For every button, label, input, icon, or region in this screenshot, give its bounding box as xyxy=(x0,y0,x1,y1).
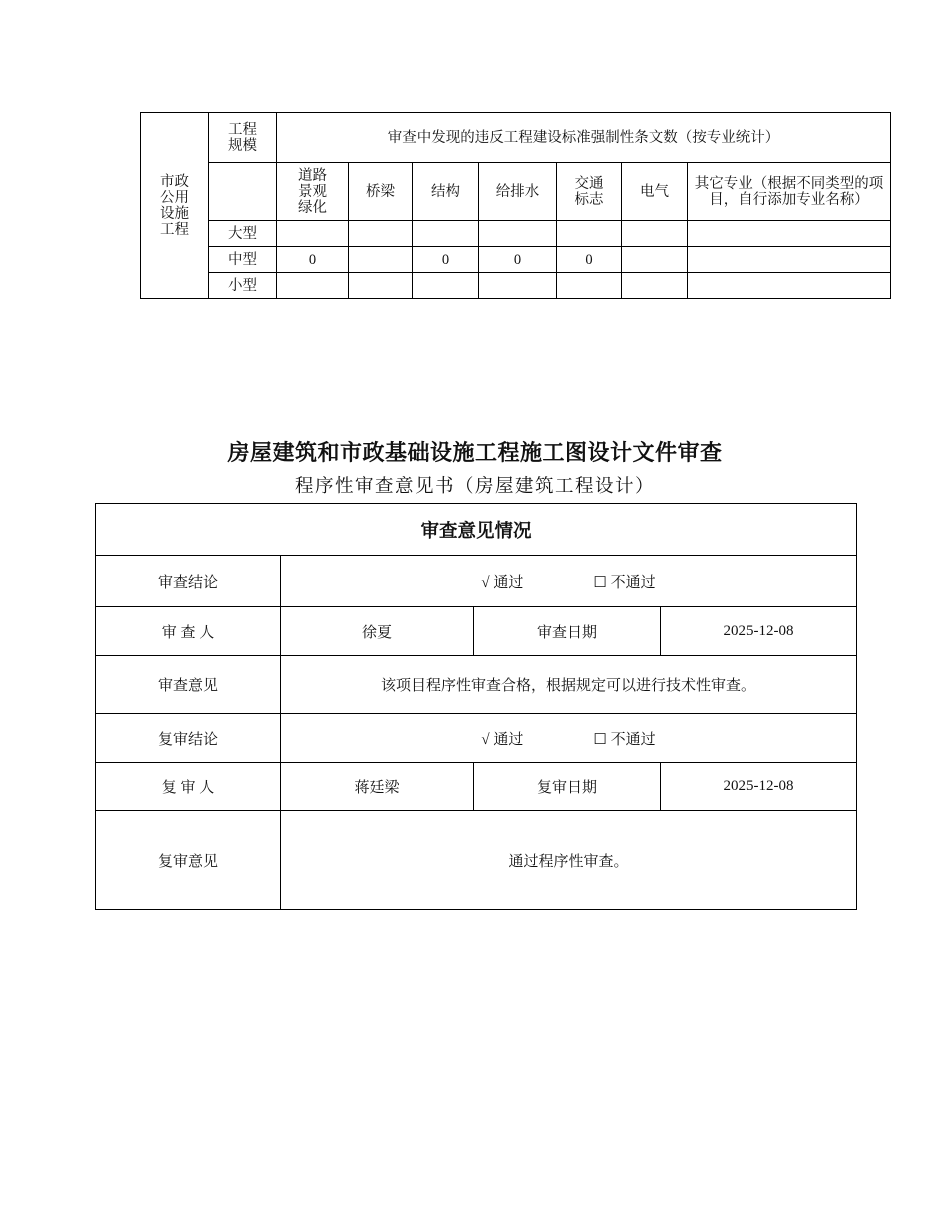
table-row xyxy=(141,221,891,247)
discipline-other: 其它专业（根据不同类型的项目，自行添加专业名称） xyxy=(688,163,891,221)
discipline-water: 给排水 xyxy=(479,163,557,221)
category-cell: 市政 公用 设施 工程 xyxy=(141,113,209,299)
recheck-conclusion-value xyxy=(281,714,857,763)
recheck-fail-option: ☐ 不通过 xyxy=(593,731,656,748)
table-cell xyxy=(688,273,891,299)
recheck-conclusion-label: 复审结论 xyxy=(96,714,281,763)
review-opinion-table xyxy=(95,503,857,910)
review-date-label: 审查日期 xyxy=(474,607,661,656)
table-cell xyxy=(557,273,622,299)
empty-cell xyxy=(209,163,277,221)
review-opinion-text: 该项目程序性审查合格，根据规定可以进行技术性审查。 xyxy=(281,656,857,714)
main-header: 审查中发现的违反工程建设标准强制性条文数（按专业统计） xyxy=(277,113,891,163)
discipline-road: 道路 景观 绿化 xyxy=(277,163,349,221)
recheck-pass-option: √ 通过 xyxy=(481,731,524,748)
reviewer-label: 审 查 人 xyxy=(96,607,281,656)
discipline-bridge: 桥梁 xyxy=(349,163,413,221)
table-cell xyxy=(557,221,622,247)
scale-header: 工程 规模 xyxy=(209,113,277,163)
review-table-header: 审查意见情况 xyxy=(96,504,857,556)
table-cell xyxy=(688,247,891,273)
review-conclusion-label: 审查结论 xyxy=(96,556,281,607)
discipline-structure: 结构 xyxy=(413,163,479,221)
table-cell: 0 xyxy=(277,247,349,273)
table-cell xyxy=(622,247,688,273)
scale-large: 大型 xyxy=(209,221,277,247)
recheck-date: 2025-12-08 xyxy=(661,763,857,811)
table-cell xyxy=(277,273,349,299)
recheck-opinion-label: 复审意见 xyxy=(96,811,281,910)
review-opinion-label: 审查意见 xyxy=(96,656,281,714)
recheck-date-label: 复审日期 xyxy=(474,763,661,811)
table-cell xyxy=(479,221,557,247)
discipline-electrical: 电气 xyxy=(622,163,688,221)
table-cell xyxy=(688,221,891,247)
table-cell xyxy=(479,273,557,299)
document-subtitle: 程序性审查意见书（房屋建筑工程设计） xyxy=(294,476,655,497)
table-row xyxy=(141,273,891,299)
document-title: 房屋建筑和市政基础设施工程施工图设计文件审查 xyxy=(227,441,723,466)
table-cell: 0 xyxy=(479,247,557,273)
scale-small: 小型 xyxy=(209,273,277,299)
table-row xyxy=(141,247,891,273)
table-cell xyxy=(413,221,479,247)
table-cell: 0 xyxy=(413,247,479,273)
scale-medium: 中型 xyxy=(209,247,277,273)
table-cell xyxy=(622,273,688,299)
table-cell xyxy=(277,221,349,247)
rechecker-name: 蒋廷梁 xyxy=(281,763,474,811)
violation-stats-table xyxy=(140,112,891,299)
review-pass-option: √ 通过 xyxy=(481,574,524,591)
discipline-traffic: 交通 标志 xyxy=(557,163,622,221)
review-conclusion-value xyxy=(281,556,857,607)
table-cell xyxy=(622,221,688,247)
review-date: 2025-12-08 xyxy=(661,607,857,656)
table-cell xyxy=(349,273,413,299)
recheck-opinion-text: 通过程序性审查。 xyxy=(281,811,857,910)
reviewer-name: 徐夏 xyxy=(281,607,474,656)
table-cell: 0 xyxy=(557,247,622,273)
table-cell xyxy=(349,247,413,273)
review-fail-option: ☐ 不通过 xyxy=(593,574,656,591)
table-cell xyxy=(349,221,413,247)
table-cell xyxy=(413,273,479,299)
rechecker-label: 复 审 人 xyxy=(96,763,281,811)
